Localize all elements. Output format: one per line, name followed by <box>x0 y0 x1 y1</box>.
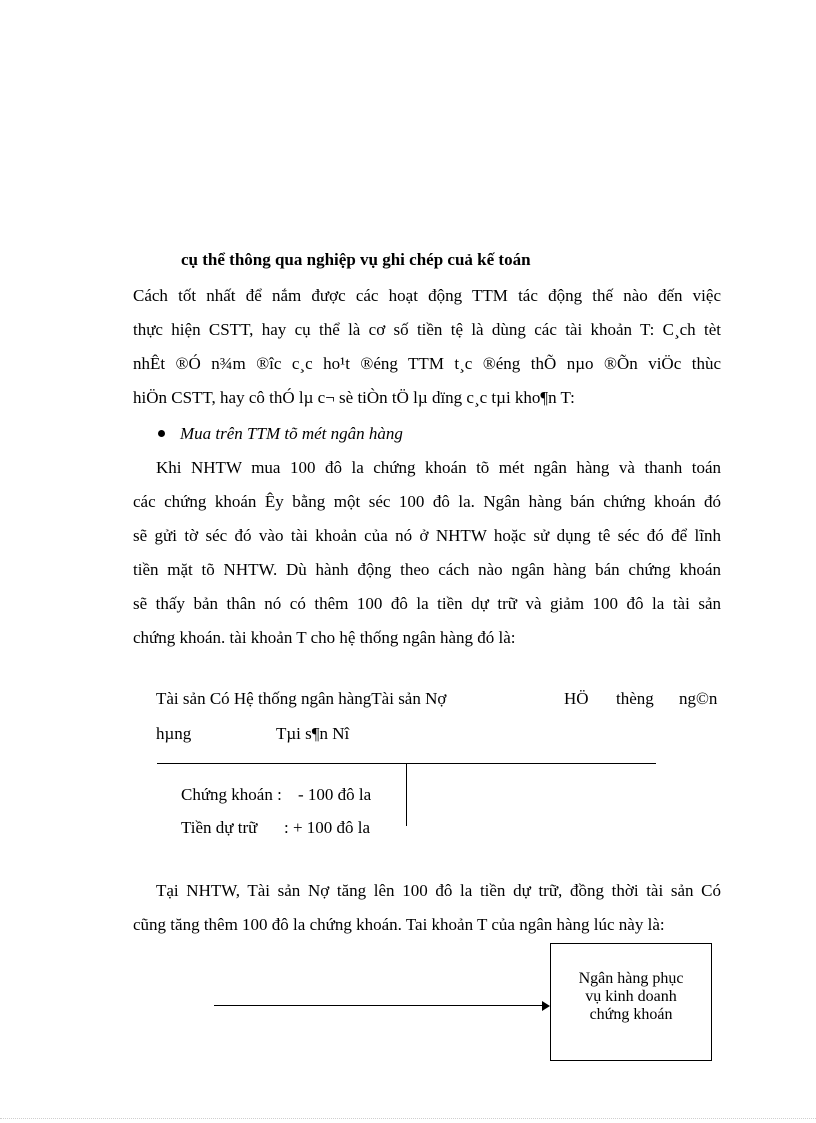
section-heading: cụ thể thông qua nghiệp vụ ghi chép cuả kế toán <box>181 250 531 269</box>
diagram-box-line-2: vụ kinh doanh <box>585 988 677 1005</box>
diagram-box-line-1: Ngân hàng phục <box>578 970 684 987</box>
paragraph1-line-5: sẽ thấy bản thân nó có thêm 100 đô la tiền dự trữ và giảm 100 đô la tài sản <box>133 594 721 613</box>
diagram-arrow <box>214 1005 544 1006</box>
t-account-vertical-line <box>406 764 407 826</box>
t-account-row1-label: Chứng khoán : <box>181 785 282 804</box>
paragraph1-line-1: Khi NHTW mua 100 đô la chứng khoán tõ mét ngân hàng và thanh toán <box>156 458 721 477</box>
paragraph2-line-1: Tại NHTW, Tài sản Nợ tăng lên 100 đô la tiền dự trữ, đồng thời tài sản Có <box>156 881 721 900</box>
t-account-row2-label: Tiền dự trữ <box>181 818 258 837</box>
intro-line-2: thực hiện CSTT, hay cụ thể là cơ số tiền tệ là dùng các tài khoản T: C¸ch tèt <box>133 320 721 339</box>
t-account-header-2-word-2: Tµi s¶n Nî <box>276 724 350 743</box>
t-account-header-1-word-1: HÖ <box>564 689 589 708</box>
paragraph1-line-2: các chứng khoán Êy bằng một séc 100 đô la. Ngân hàng bán chứng khoán đó <box>133 492 721 511</box>
intro-line-1: Cách tốt nhất để nắm được các hoạt động TTM tác động thế nào đến việc <box>133 286 721 305</box>
t-account-header-1-word-3: ng©n <box>679 689 718 708</box>
bullet-text: Mua trên TTM tõ mét ngân hàng <box>180 424 403 443</box>
t-account-header-1: Tài sản Có Hệ thống ngân hàngTài sản Nợ <box>156 689 447 708</box>
t-account-row2-value: : + 100 đô la <box>284 818 371 837</box>
t-account-row1-value: - 100 đô la <box>298 785 372 804</box>
t-account-header-1-word-2: thèng <box>616 689 654 708</box>
paragraph1-line-3: sẽ gửi tờ séc đó vào tài khoản của nó ở NHTW hoặc sử dụng tê séc đó để lĩnh <box>133 526 721 545</box>
paragraph2-line-2: cũng tăng thêm 100 đô la chứng khoán. Tai khoản T của ngân hàng lúc này là: <box>133 915 665 934</box>
paragraph1-line-6: chứng khoán. tài khoản T cho hệ thống ngân hàng đó là: <box>133 628 516 647</box>
diagram-box-line-3: chứng khoán <box>589 1006 673 1023</box>
intro-line-4: hiÖn CSTT, hay cô thÓ lµ c¬ sè tiÒn tÖ lµ dïng c¸c tµi kho¶n T: <box>133 388 575 407</box>
intro-line-3: nhÊt ®Ó n¾m ®îc c¸c ho¹t ®éng TTM t¸c ®éng thÕ nµo ®Õn viÖc thùc <box>133 354 721 373</box>
bullet-icon <box>158 430 165 437</box>
page-bottom-divider <box>0 1118 816 1119</box>
arrow-head-icon <box>542 1001 550 1011</box>
diagram-box <box>550 943 712 1061</box>
paragraph1-line-4: tiền mặt tõ NHTW. Dù hành động theo cách nào ngân hàng bán chứng khoán <box>133 560 721 579</box>
t-account-header-2-word-1: hµng <box>156 724 192 743</box>
